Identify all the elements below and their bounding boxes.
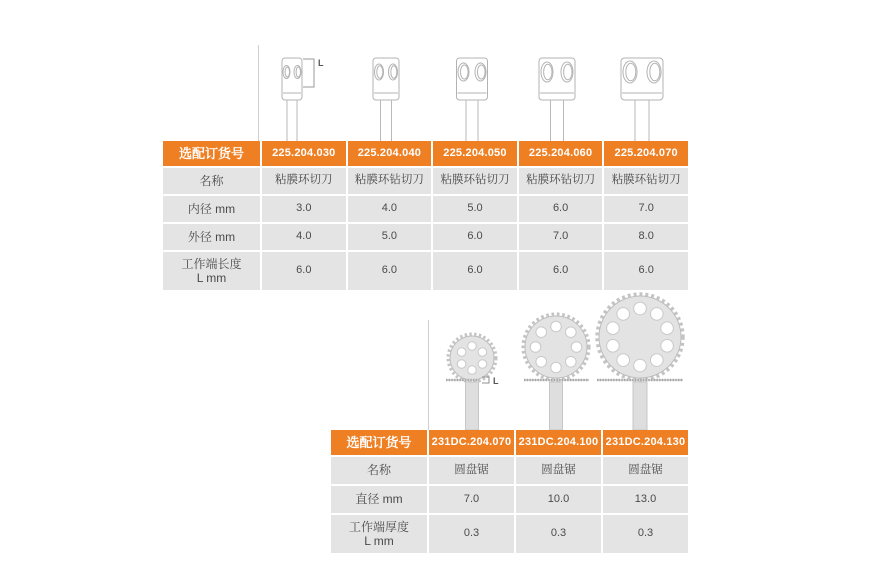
product-name: 粘膜环钻切刀 <box>604 168 688 194</box>
row-label-working-thickness: 工作端厚度 L mm <box>331 515 427 553</box>
product-name: 粘膜环钻切刀 <box>433 168 517 194</box>
tissue-punch-drawing-5 <box>607 45 677 141</box>
product-name: 粘膜环切刀 <box>262 168 346 194</box>
spec-value: 6.0 <box>519 196 603 222</box>
spec-value: 6.0 <box>433 224 517 250</box>
product-name: 圆盘锯 <box>429 457 514 484</box>
product-name: 圆盘锯 <box>516 457 601 484</box>
spec-value: 8.0 <box>604 224 688 250</box>
row-label-name: 名称 <box>331 457 427 484</box>
spec-value: 7.0 <box>429 486 514 513</box>
spec-value: 6.0 <box>433 252 517 290</box>
product-code: 225.204.070 <box>604 141 688 166</box>
row-label-working-length: 工作端长度 L mm <box>163 252 260 290</box>
tissue-punch-drawing-1 <box>257 45 327 141</box>
tissue-punch-drawing-2 <box>351 45 421 141</box>
spec-value: 0.3 <box>516 515 601 553</box>
product-code: 225.204.040 <box>348 141 432 166</box>
disc-saw-drawing-1 <box>437 330 507 430</box>
row-label-outer-diameter: 外径 mm <box>163 224 260 250</box>
thickness-dimension-label: L <box>493 376 499 386</box>
section2-divider-line <box>428 320 429 430</box>
spec-value: 4.0 <box>262 224 346 250</box>
disc-saw-drawing-2 <box>518 310 594 430</box>
spec-value: 6.0 <box>262 252 346 290</box>
spec-value: 6.0 <box>519 252 603 290</box>
spec-value: 13.0 <box>603 486 688 513</box>
spec-value: 0.3 <box>603 515 688 553</box>
product-name: 圆盘锯 <box>603 457 688 484</box>
spec-value: 7.0 <box>519 224 603 250</box>
length-dimension-label: L <box>318 58 324 68</box>
spec-value: 3.0 <box>262 196 346 222</box>
product-code: 225.204.060 <box>519 141 603 166</box>
product-code: 231DC.204.130 <box>603 430 688 455</box>
spec-value: 7.0 <box>604 196 688 222</box>
order-number-header: 选配订货号 <box>331 430 427 455</box>
spec-value: 4.0 <box>348 196 432 222</box>
tissue-punch-spec-table <box>163 141 688 290</box>
spec-value: 5.0 <box>433 196 517 222</box>
disc-saw-spec-table <box>331 430 688 553</box>
tissue-punch-drawing-3 <box>437 45 507 141</box>
spec-value: 5.0 <box>348 224 432 250</box>
product-code: 231DC.204.070 <box>429 430 514 455</box>
product-code: 225.204.050 <box>433 141 517 166</box>
product-name: 粘膜环钻切刀 <box>519 168 603 194</box>
row-label-inner-diameter: 内径 mm <box>163 196 260 222</box>
disc-saw-drawing-3 <box>594 290 686 430</box>
length-dimension-bracket <box>303 59 314 87</box>
order-number-header: 选配订货号 <box>163 141 260 166</box>
row-label-diameter: 直径 mm <box>331 486 427 513</box>
spec-value: 10.0 <box>516 486 601 513</box>
tissue-punch-drawing-4 <box>522 45 592 141</box>
product-code: 225.204.030 <box>262 141 346 166</box>
spec-value: 0.3 <box>429 515 514 553</box>
spec-value: 6.0 <box>604 252 688 290</box>
spec-value: 6.0 <box>348 252 432 290</box>
row-label-name: 名称 <box>163 168 260 194</box>
product-name: 粘膜环钻切刀 <box>348 168 432 194</box>
product-code: 231DC.204.100 <box>516 430 601 455</box>
